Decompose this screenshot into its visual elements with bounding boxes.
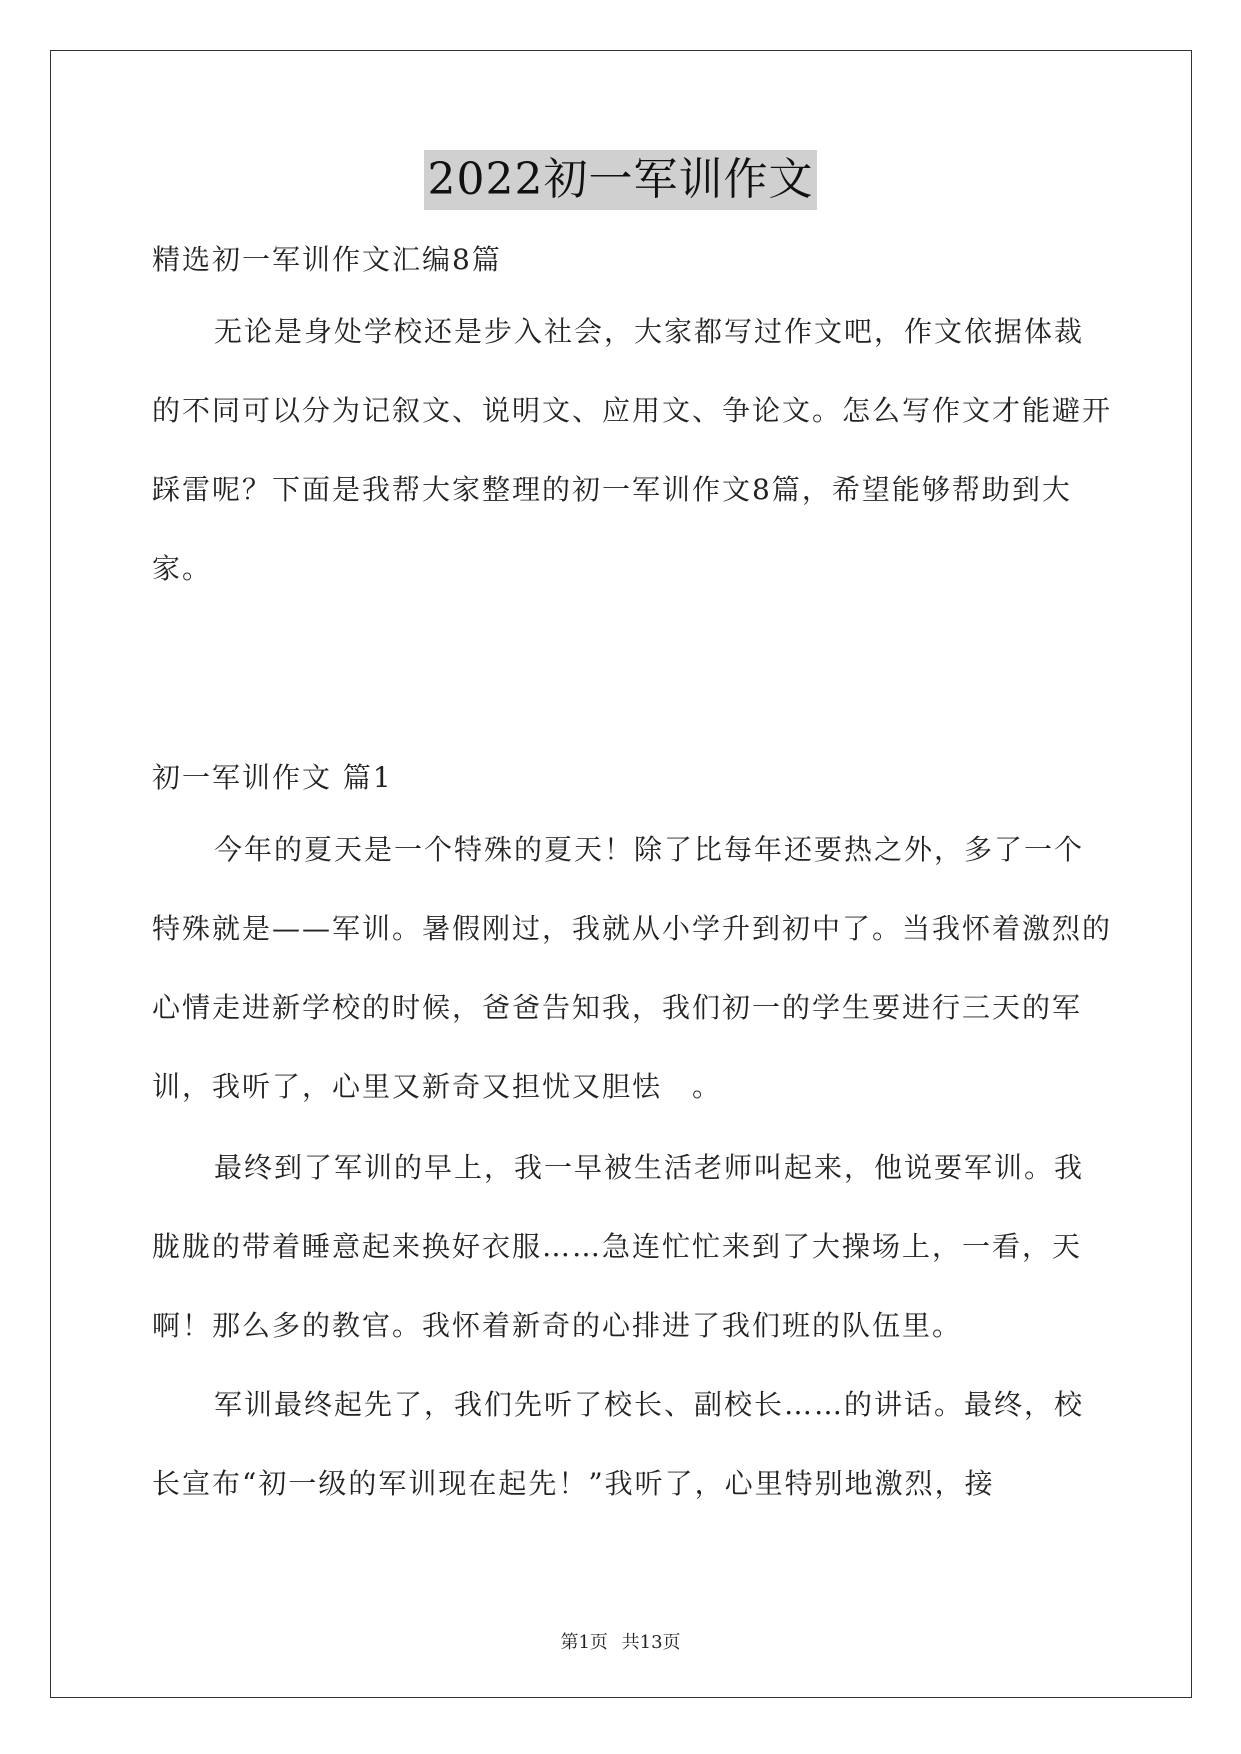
page-number: 第1页 bbox=[560, 1632, 608, 1653]
document-title: 2022初一军训作文 bbox=[424, 150, 818, 210]
total-pages: 共13页 bbox=[621, 1632, 681, 1653]
body-paragraph-2: 最终到了军训的早上，我一早被生活老师叫起来，他说要军训。我胧胧的带着睡意起来换好衣服……急连忙忙来到了大操场上，一看，天啊！那么多的教官。我怀着新奇的心排进了我们班的队伍里。 bbox=[152, 1151, 1085, 1342]
title-container bbox=[0, 150, 1241, 210]
body-paragraph-1: 今年的夏天是一个特殊的夏天！除了比每年还要热之外，多了一个特殊就是——军训。暑假刚过，我就从小学升到初中了。当我怀着激烈的心情走进新学校的时候，爸爸告知我，我们初一的学生要进行三天的军训，我听了，心里又新奇又担忧又胆怯 。 bbox=[152, 833, 1113, 1103]
document-subtitle: 精选初一军训作文汇编8篇 bbox=[152, 243, 502, 276]
page-footer bbox=[0, 1628, 1241, 1654]
section-heading: 初一军训作文 篇1 bbox=[152, 761, 393, 794]
body-paragraph-3: 军训最终起先了，我们先听了校长、副校长……的讲话。最终，校长宣布“初一级的军训现在起先！”我听了，心里特别地激烈，接 bbox=[152, 1388, 1085, 1500]
intro-paragraph: 无论是身处学校还是步入社会，大家都写过作文吧，作文依据体裁的不同可以分为记叙文、说明文、应用文、争论文。怎么写作文才能避开踩雷呢？下面是我帮大家整理的初一军训作文8篇，希望能够帮助到大家。 bbox=[152, 315, 1113, 585]
